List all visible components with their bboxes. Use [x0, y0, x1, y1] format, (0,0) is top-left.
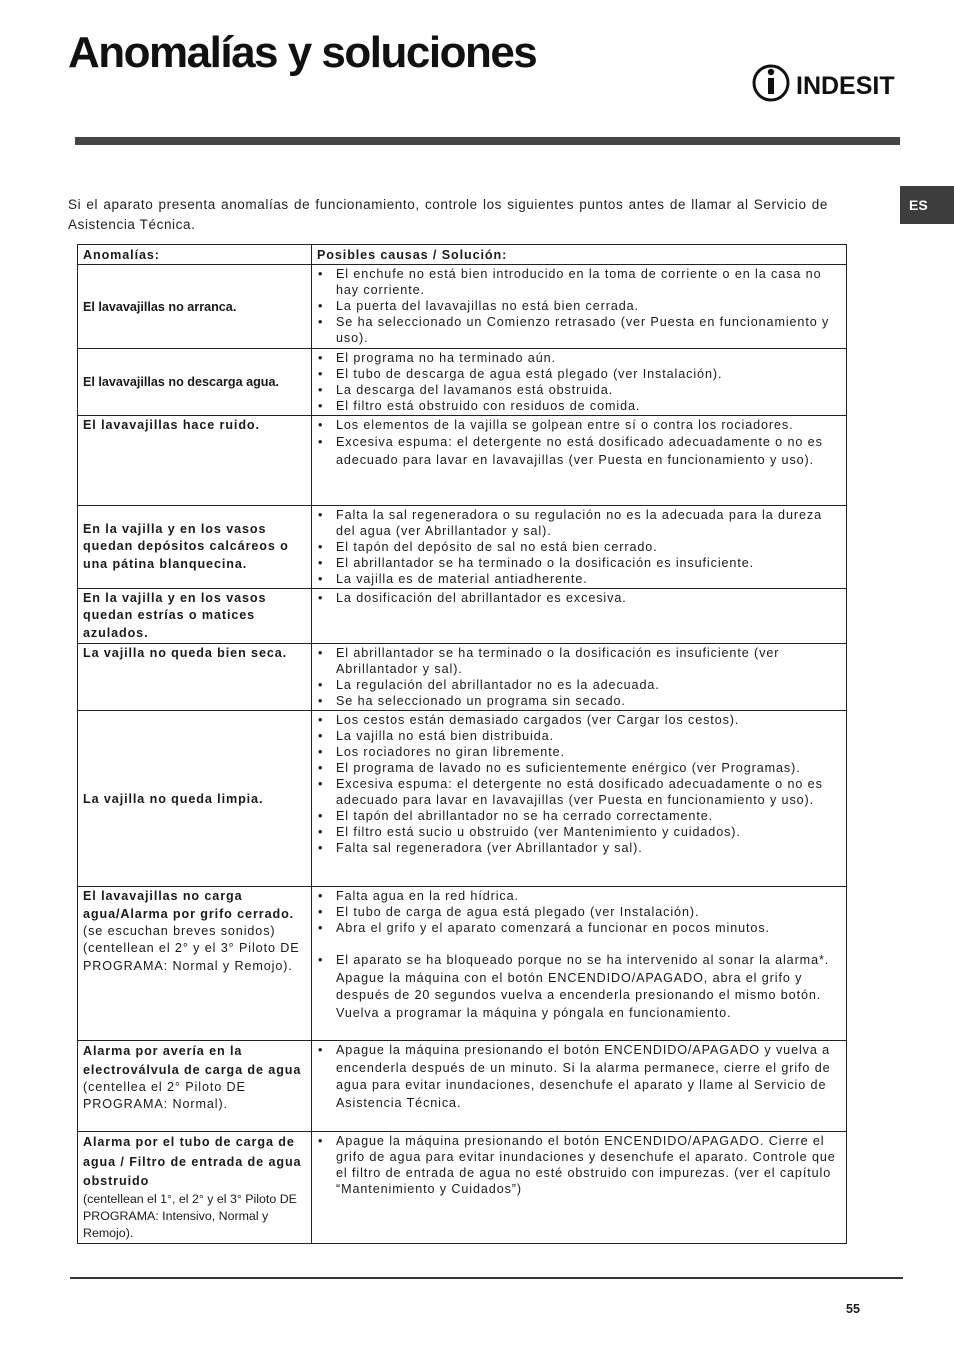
solution-item: • La vajilla es de material antiadherente. — [317, 571, 841, 587]
table-row — [78, 1132, 847, 1244]
solution-item: • Los cestos están demasiado cargados (ver Cargar los cestos). — [317, 712, 841, 728]
solution-item: • El programa de lavado no es suficientemente enérgico (ver Programas). — [317, 760, 841, 776]
solution-item: • Apague la máquina presionando el botón ENCENDIDO/APAGADO y vuelva a encenderla después de un minuto. Si la alarma permanece, cierre el grifo de agua para evitar inundaciones, desenchufe el aparato y llame al Servicio de Asistencia Técnica. — [317, 1042, 841, 1112]
problem-cell: Alarma por el tubo de carga de agua / Filtro de entrada de agua obstruido (centellean el 1°, el 2° y el 3° Piloto DE PROGRAMA: Intensivo, Normal y Remojo). — [78, 1132, 312, 1244]
solution-cell — [312, 1132, 847, 1244]
footer-rule — [70, 1277, 903, 1279]
solution-item: • El tapón del abrillantador no se ha cerrado correctamente. — [317, 808, 841, 824]
solution-cell — [312, 506, 847, 589]
table-row — [78, 644, 847, 711]
header-rule — [75, 137, 900, 145]
solution-item: • El aparato se ha bloqueado porque no se ha intervenido al sonar la alarma*. Apague la máquina con el botón ENCENDIDO/APAGADO, abra el grifo y después de 20 segundos vuelva a encenderla presionando el mismo botón. Vuelva a programar la máquina y póngala en funcionamiento. — [317, 952, 841, 1022]
solution-item: • Se ha seleccionado un programa sin secado. — [317, 693, 841, 709]
solution-item: • El tapón del depósito de sal no está bien cerrado. — [317, 539, 841, 555]
solution-item: • La puerta del lavavajillas no está bien cerrada. — [317, 298, 841, 314]
solution-item: • Los rociadores no giran libremente. — [317, 744, 841, 760]
brand-wordmark: INDESIT — [796, 72, 895, 100]
solution-item: • El enchufe no está bien introducido en la toma de corriente o en la casa no hay corriente. — [317, 266, 841, 298]
solution-item: • El abrillantador se ha terminado o la dosificación es insuficiente. — [317, 555, 841, 571]
solution-cell — [312, 887, 847, 1041]
solution-cell — [312, 589, 847, 644]
problem-note: (centellean el 1°, el 2° y el 3° Piloto DE PROGRAMA: Intensivo, Normal y Remojo). — [83, 1192, 297, 1241]
table-row — [78, 589, 847, 644]
solution-item: • Falta la sal regeneradora o su regulación no es la adecuada para la dureza del agua (ver Abrillantador y sal). — [317, 507, 841, 539]
table-row — [78, 1041, 847, 1132]
page-title: Anomalías y soluciones — [68, 28, 537, 77]
problem-cell: En la vajilla y en los vasos quedan depósitos calcáreos o una pátina blanquecina. — [78, 506, 312, 589]
solution-item: • Falta sal regeneradora (ver Abrillantador y sal). — [317, 840, 841, 856]
problem-cell: El lavavajillas hace ruido. — [78, 416, 312, 506]
solution-item: • Excesiva espuma: el detergente no está dosificado adecuadamente o no es adecuado para lavar en lavavajillas (ver Puesta en funcionamiento y uso). — [317, 434, 841, 469]
problem-cell: La vajilla no queda bien seca. — [78, 644, 312, 711]
solution-item: • Apague la máquina presionando el botón ENCENDIDO/APAGADO. Cierre el grifo de agua para evitar inundaciones y desenchufe el aparato. Controle que el filtro de entrada de agua no esté obstruido con impurezas. (ver el capítulo “Mantenimiento y Cuidados”) — [317, 1133, 841, 1197]
problem-cell: El lavavajillas no arranca. — [78, 265, 312, 349]
problem-note: (se escuchan breves sonidos) (centellean el 2° y el 3° Piloto DE PROGRAMA: Normal y Remojo). — [83, 924, 300, 973]
solution-item: • La descarga del lavamanos está obstruida. — [317, 382, 841, 398]
table-row — [78, 711, 847, 887]
problem-cell: Alarma por avería en la electroválvula de carga de agua (centellea el 2° Piloto DE PROGRAMA: Normal). — [78, 1041, 312, 1132]
solution-item: • El programa no ha terminado aún. — [317, 350, 841, 366]
intro-text: Si el aparato presenta anomalías de funcionamiento, controle los siguientes puntos antes de llamar al Servicio de Asistencia Técnica. — [68, 196, 828, 232]
problem-cell: La vajilla no queda limpia. — [78, 711, 312, 887]
solution-item: • El filtro está sucio u obstruido (ver Mantenimiento y cuidados). — [317, 824, 841, 840]
table-row — [78, 506, 847, 589]
solution-item: • La regulación del abrillantador no es la adecuada. — [317, 677, 841, 693]
page-number: 55 — [846, 1302, 860, 1316]
header-causas: Posibles causas / Solución: — [312, 245, 847, 265]
table-row — [78, 416, 847, 506]
solution-item: • Excesiva espuma: el detergente no está dosificado adecuadamente o no es adecuado para lavar en lavavajillas (ver Puesta en funcionamiento y uso). — [317, 776, 841, 808]
problem-note: (centellea el 2° Piloto DE PROGRAMA: Normal). — [83, 1080, 246, 1111]
problem-cell: El lavavajillas no carga agua/Alarma por grifo cerrado. (se escuchan breves sonidos) (centellean el 2° y el 3° Piloto DE PROGRAMA: Normal y Remojo). — [78, 887, 312, 1041]
table-row — [78, 349, 847, 416]
solution-item: • El filtro está obstruido con residuos de comida. — [317, 398, 841, 414]
language-tab: ES — [900, 186, 954, 224]
header-anomalias: Anomalías: — [78, 245, 312, 265]
problem-cell: El lavavajillas no descarga agua. — [78, 349, 312, 416]
solution-cell — [312, 265, 847, 349]
table-row — [78, 887, 847, 1041]
troubleshooting-table — [77, 244, 847, 1244]
table-header-row — [78, 245, 847, 265]
solution-item: • Falta agua en la red hídrica. — [317, 888, 841, 904]
solution-item: • El tubo de carga de agua está plegado (ver Instalación). — [317, 904, 841, 920]
solution-cell — [312, 349, 847, 416]
solution-cell — [312, 416, 847, 506]
solution-item: • La dosificación del abrillantador es excesiva. — [317, 590, 841, 606]
solution-item: • Los elementos de la vajilla se golpean entre sí o contra los rociadores. — [317, 417, 841, 434]
solution-cell — [312, 711, 847, 887]
problem-cell: En la vajilla y en los vasos quedan estrías o matices azulados. — [78, 589, 312, 644]
solution-cell — [312, 644, 847, 711]
solution-item: • Abra el grifo y el aparato comenzará a funcionar en pocos minutos. — [317, 920, 841, 936]
solution-cell — [312, 1041, 847, 1132]
solution-item: • El tubo de descarga de agua está plegado (ver Instalación). — [317, 366, 841, 382]
indesit-logo — [752, 62, 904, 104]
solution-item: • El abrillantador se ha terminado o la dosificación es insuficiente (ver Abrillantador y sal). — [317, 645, 841, 677]
solution-item: • La vajilla no está bien distribuida. — [317, 728, 841, 744]
solution-item: • Se ha seleccionado un Comienzo retrasado (ver Puesta en funcionamiento y uso). — [317, 314, 841, 346]
table-row — [78, 265, 847, 349]
